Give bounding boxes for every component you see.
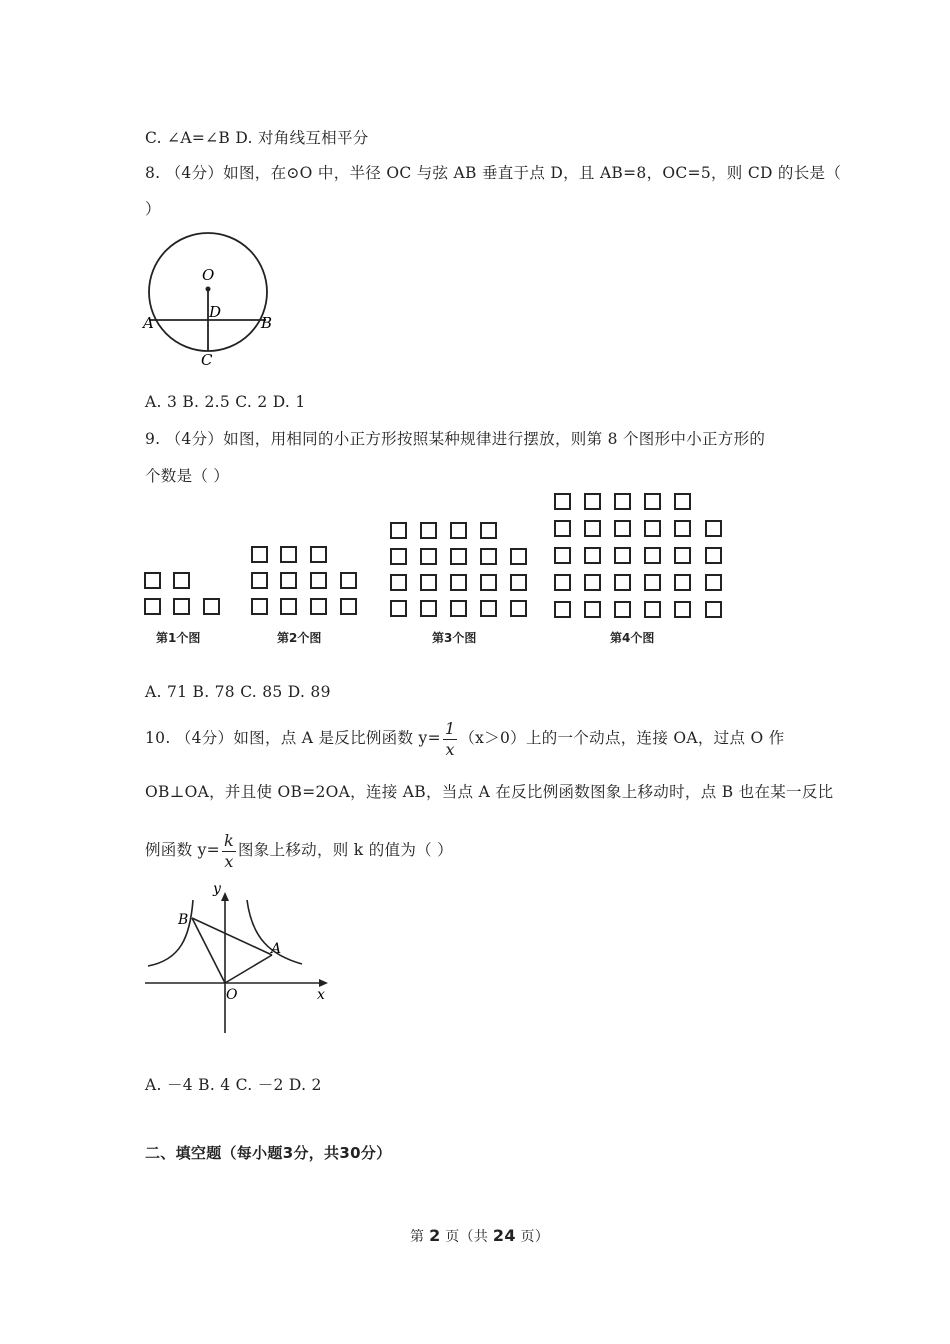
label-o: O xyxy=(202,266,215,284)
label-y: y xyxy=(213,881,221,897)
pattern-3 xyxy=(391,523,526,616)
x-axis-arrow xyxy=(319,979,328,987)
fraction-k-over-x xyxy=(222,830,236,871)
q7-options: C. ∠A=∠B D. 对角线互相平分 xyxy=(145,129,369,147)
q10-options: A. －4 B. 4 C. －2 D. 2 xyxy=(145,1076,322,1094)
footer-total-pages: 24 xyxy=(492,1226,516,1245)
label-a: A xyxy=(271,941,282,957)
label-o: O xyxy=(226,987,238,1003)
fig-label-1: 第1个图 xyxy=(156,631,201,645)
label-a: A xyxy=(143,314,154,332)
label-c: C xyxy=(201,351,213,369)
fig-label-3: 第3个图 xyxy=(432,631,477,645)
curve-b-branch xyxy=(148,900,193,966)
fraction-1-over-x xyxy=(443,718,457,759)
label-d: D xyxy=(209,303,222,321)
label-b: B xyxy=(261,314,273,332)
footer-suffix: 页） xyxy=(515,1229,550,1245)
q9-options: A. 71 B. 78 C. 85 D. 89 xyxy=(145,683,331,701)
q10-stem-line1 xyxy=(145,717,785,759)
y-axis-arrow xyxy=(221,892,229,901)
pattern-4 xyxy=(555,494,721,617)
frac1-denominator: x xyxy=(445,739,455,759)
q10-graph-figure xyxy=(140,878,340,1038)
q10-text-a: 10. （4分）如图，点 A 是反比例函数 y= xyxy=(145,729,441,747)
q10-text-d: 图象上移动，则 k 的值为（ ） xyxy=(237,841,453,859)
footer-page-number: 2 xyxy=(429,1226,441,1245)
fig-label-4: 第4个图 xyxy=(610,631,655,645)
footer-middle: 页（共 xyxy=(440,1229,493,1245)
frac2-numerator: k xyxy=(223,830,234,850)
q8-circle-figure xyxy=(140,225,280,370)
footer-prefix: 第 xyxy=(410,1229,430,1245)
q9-stem-line2: 个数是（ ） xyxy=(145,467,230,485)
q8-stem-end: ） xyxy=(145,200,161,218)
q10-text-c: 例函数 y= xyxy=(145,841,220,859)
fig-label-2: 第2个图 xyxy=(277,631,322,645)
q10-stem-line3 xyxy=(145,829,453,871)
frac2-denominator: x xyxy=(224,851,234,871)
q9-stem-line1: 9. （4分）如图，用相同的小正方形按照某种规律进行摆放，则第 8 个图形中小正方形的 xyxy=(145,430,766,448)
section-2-title: 二、填空题（每小题3分，共30分） xyxy=(145,1144,392,1162)
q8-stem: 8. （4分）如图，在⊙O 中，半径 OC 与弦 AB 垂直于点 D，且 AB=8，OC=5，则 CD 的长是（ xyxy=(145,164,842,182)
q8-options: A. 3 B. 2.5 C. 2 D. 1 xyxy=(145,393,306,411)
q10-text-b: （x＞0）上的一个动点，连接 OA，过点 O 作 xyxy=(459,729,785,747)
q10-stem-line2: OB⊥OA，并且使 OB=2OA，连接 AB，当点 A 在反比例函数图象上移动时，点 B 也在某一反比 xyxy=(145,783,834,801)
center-point xyxy=(206,287,211,292)
q9-squares-figure xyxy=(140,485,740,655)
page-footer xyxy=(410,1226,549,1246)
label-x: x xyxy=(317,987,325,1003)
segment-ob xyxy=(192,918,225,983)
label-b: B xyxy=(178,912,189,928)
pattern-1 xyxy=(145,573,219,614)
segment-oa xyxy=(225,955,272,983)
pattern-2 xyxy=(252,547,356,614)
frac1-numerator: 1 xyxy=(444,718,456,738)
